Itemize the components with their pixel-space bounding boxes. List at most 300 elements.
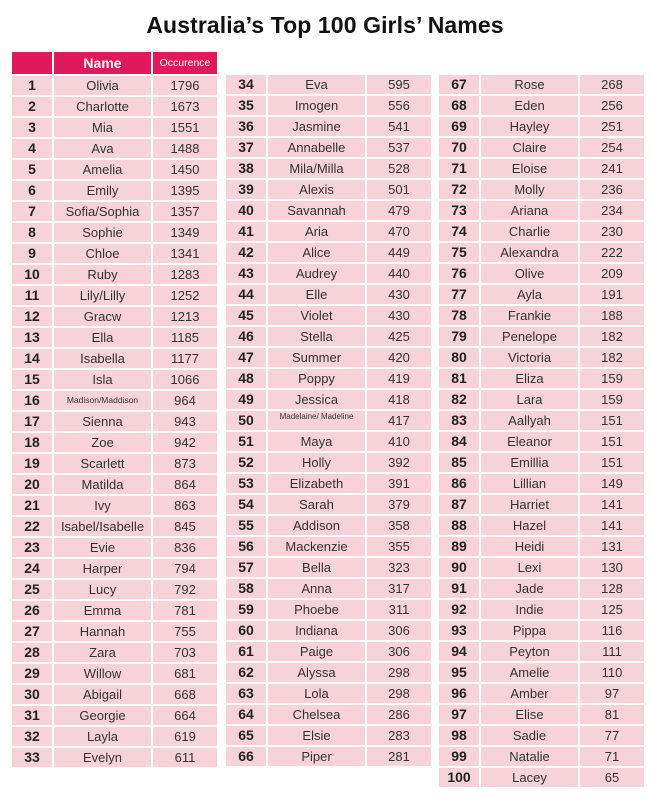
- name-cell: Harriet: [481, 495, 578, 514]
- name-cell: Savannah: [268, 201, 365, 220]
- occurrence-cell: 81: [580, 705, 644, 724]
- occurrence-cell: 130: [580, 558, 644, 577]
- name-cell: Emillia: [481, 453, 578, 472]
- occurrence-cell: 236: [580, 180, 644, 199]
- occurrence-cell: 1283: [153, 265, 217, 284]
- rank-cell: 47: [226, 348, 266, 367]
- name-cell: Willow: [54, 664, 151, 683]
- occurrence-cell: 864: [153, 475, 217, 494]
- name-cell: Imogen: [268, 96, 365, 115]
- occurrence-cell: 1349: [153, 223, 217, 242]
- rank-cell: 29: [12, 664, 52, 683]
- name-cell: Emma: [54, 601, 151, 620]
- occurrence-cell: 1252: [153, 286, 217, 305]
- occurrence-cell: 77: [580, 726, 644, 745]
- name-cell: Lara: [481, 390, 578, 409]
- rank-cell: 64: [226, 705, 266, 724]
- rank-cell: 15: [12, 370, 52, 389]
- occurrence-cell: 1673: [153, 97, 217, 116]
- name-cell: Chloe: [54, 244, 151, 263]
- name-cell: Elise: [481, 705, 578, 724]
- occurrence-cell: 1395: [153, 181, 217, 200]
- rank-cell: 79: [439, 327, 479, 346]
- name-cell: Audrey: [268, 264, 365, 283]
- rank-cell: 85: [439, 453, 479, 472]
- name-cell: Emily: [54, 181, 151, 200]
- name-cell: Charlie: [481, 222, 578, 241]
- rank-cell: 28: [12, 643, 52, 662]
- rank-cell: 88: [439, 516, 479, 535]
- rank-cell: 9: [12, 244, 52, 263]
- occurrence-cell: 254: [580, 138, 644, 157]
- name-cell: Hazel: [481, 516, 578, 535]
- rank-cell: 66: [226, 747, 266, 766]
- name-cell: Natalie: [481, 747, 578, 766]
- rank-cell: 11: [12, 286, 52, 305]
- occurrence-cell: 182: [580, 327, 644, 346]
- rank-cell: 2: [12, 97, 52, 116]
- rank-cell: 74: [439, 222, 479, 241]
- name-cell: Isabella: [54, 349, 151, 368]
- rank-cell: 78: [439, 306, 479, 325]
- occurrence-cell: 256: [580, 96, 644, 115]
- name-cell: Amelia: [54, 160, 151, 179]
- occurrence-cell: 392: [367, 453, 431, 472]
- rank-cell: 54: [226, 495, 266, 514]
- occurrence-cell: 209: [580, 264, 644, 283]
- name-cell: Alexis: [268, 180, 365, 199]
- rank-cell: 80: [439, 348, 479, 367]
- rank-cell: 26: [12, 601, 52, 620]
- occurrence-cell: 151: [580, 453, 644, 472]
- rank-cell: 24: [12, 559, 52, 578]
- occurrence-cell: 430: [367, 285, 431, 304]
- rank-cell: 76: [439, 264, 479, 283]
- rank-cell: 97: [439, 705, 479, 724]
- occurrence-cell: 230: [580, 222, 644, 241]
- occurrence-cell: 125: [580, 600, 644, 619]
- rank-cell: 87: [439, 495, 479, 514]
- name-cell: Chelsea: [268, 705, 365, 724]
- name-cell: Georgie: [54, 706, 151, 725]
- occurrence-cell: 430: [367, 306, 431, 325]
- rank-cell: 75: [439, 243, 479, 262]
- occurrence-cell: 268: [580, 75, 644, 94]
- name-cell: Ariana: [481, 201, 578, 220]
- rank-cell: 17: [12, 412, 52, 431]
- rank-cell: 70: [439, 138, 479, 157]
- occurrence-cell: 286: [367, 705, 431, 724]
- occurrence-cell: 1213: [153, 307, 217, 326]
- name-cell: Isabel/Isabelle: [54, 517, 151, 536]
- name-cell: Violet: [268, 306, 365, 325]
- rank-cell: 73: [439, 201, 479, 220]
- rank-cell: 99: [439, 747, 479, 766]
- name-cell: Mackenzie: [268, 537, 365, 556]
- name-cell: Anna: [268, 579, 365, 598]
- rank-cell: 62: [226, 663, 266, 682]
- name-cell: Piper: [268, 747, 365, 766]
- name-cell: Elsie: [268, 726, 365, 745]
- name-cell: Peyton: [481, 642, 578, 661]
- name-cell: Lily/Lilly: [54, 286, 151, 305]
- name-cell: Amelie: [481, 663, 578, 682]
- occurrence-cell: 251: [580, 117, 644, 136]
- rank-cell: 36: [226, 117, 266, 136]
- occurrence-cell: 418: [367, 390, 431, 409]
- name-cell: Olivia: [54, 76, 151, 95]
- rank-cell: 19: [12, 454, 52, 473]
- header-rank-cell: [12, 52, 52, 74]
- rank-cell: 33: [12, 748, 52, 767]
- occurrence-cell: 668: [153, 685, 217, 704]
- header-name-cell: Name: [54, 52, 151, 74]
- name-cell: Sadie: [481, 726, 578, 745]
- occurrence-cell: 863: [153, 496, 217, 515]
- rank-cell: 96: [439, 684, 479, 703]
- name-cell: Elizabeth: [268, 474, 365, 493]
- name-cell: Holly: [268, 453, 365, 472]
- name-cell: Eden: [481, 96, 578, 115]
- name-cell: Poppy: [268, 369, 365, 388]
- occurrence-cell: 317: [367, 579, 431, 598]
- occurrence-cell: 537: [367, 138, 431, 157]
- occurrence-cell: 188: [580, 306, 644, 325]
- occurrence-cell: 611: [153, 748, 217, 767]
- name-cell: Sofia/Sophia: [54, 202, 151, 221]
- name-cell: Matilda: [54, 475, 151, 494]
- name-cell: Rose: [481, 75, 578, 94]
- rank-cell: 52: [226, 453, 266, 472]
- occurrence-cell: 943: [153, 412, 217, 431]
- name-cell: Bella: [268, 558, 365, 577]
- name-cell: Alice: [268, 243, 365, 262]
- name-cell: Madison/Maddison: [54, 391, 151, 410]
- rank-cell: 3: [12, 118, 52, 137]
- occurrence-cell: 1796: [153, 76, 217, 95]
- rank-cell: 58: [226, 579, 266, 598]
- rank-cell: 100: [439, 768, 479, 787]
- name-cell: Mila/Milla: [268, 159, 365, 178]
- name-cell: Evelyn: [54, 748, 151, 767]
- name-cell: Zara: [54, 643, 151, 662]
- occurrence-cell: 97: [580, 684, 644, 703]
- rank-cell: 43: [226, 264, 266, 283]
- name-cell: Evie: [54, 538, 151, 557]
- name-cell: Isla: [54, 370, 151, 389]
- rank-cell: 81: [439, 369, 479, 388]
- rank-cell: 69: [439, 117, 479, 136]
- header-occurrence-cell: Occurence: [153, 52, 217, 74]
- name-cell: Scarlett: [54, 454, 151, 473]
- occurrence-cell: 128: [580, 579, 644, 598]
- occurrence-cell: 241: [580, 159, 644, 178]
- rank-cell: 89: [439, 537, 479, 556]
- occurrence-cell: 1341: [153, 244, 217, 263]
- rank-cell: 5: [12, 160, 52, 179]
- occurrence-cell: 159: [580, 390, 644, 409]
- rank-cell: 44: [226, 285, 266, 304]
- rank-cell: 21: [12, 496, 52, 515]
- name-cell: Hannah: [54, 622, 151, 641]
- occurrence-cell: 141: [580, 495, 644, 514]
- rank-cell: 60: [226, 621, 266, 640]
- rank-cell: 48: [226, 369, 266, 388]
- rank-cell: 56: [226, 537, 266, 556]
- occurrence-cell: 306: [367, 621, 431, 640]
- rank-cell: 82: [439, 390, 479, 409]
- name-cell: Lacey: [481, 768, 578, 787]
- name-cell: Sienna: [54, 412, 151, 431]
- name-cell: Layla: [54, 727, 151, 746]
- names-column-3: [439, 75, 644, 789]
- occurrence-cell: 151: [580, 432, 644, 451]
- name-cell: Lexi: [481, 558, 578, 577]
- name-cell: Aria: [268, 222, 365, 241]
- rank-cell: 72: [439, 180, 479, 199]
- occurrence-cell: 141: [580, 516, 644, 535]
- occurrence-cell: 1177: [153, 349, 217, 368]
- name-cell: Ruby: [54, 265, 151, 284]
- occurrence-cell: 149: [580, 474, 644, 493]
- rank-cell: 91: [439, 579, 479, 598]
- occurrence-cell: 781: [153, 601, 217, 620]
- occurrence-cell: 845: [153, 517, 217, 536]
- rank-cell: 40: [226, 201, 266, 220]
- rank-cell: 90: [439, 558, 479, 577]
- occurrence-cell: 1185: [153, 328, 217, 347]
- occurrence-cell: 541: [367, 117, 431, 136]
- rank-cell: 68: [439, 96, 479, 115]
- occurrence-cell: 420: [367, 348, 431, 367]
- rank-cell: 63: [226, 684, 266, 703]
- name-cell: Phoebe: [268, 600, 365, 619]
- occurrence-cell: 595: [367, 75, 431, 94]
- occurrence-cell: 470: [367, 222, 431, 241]
- name-cell: Stella: [268, 327, 365, 346]
- rank-cell: 41: [226, 222, 266, 241]
- occurrence-cell: 419: [367, 369, 431, 388]
- occurrence-cell: 964: [153, 391, 217, 410]
- name-cell: Ava: [54, 139, 151, 158]
- rank-cell: 61: [226, 642, 266, 661]
- name-cell: Elle: [268, 285, 365, 304]
- occurrence-cell: 942: [153, 433, 217, 452]
- occurrence-cell: 417: [367, 411, 431, 430]
- names-column-1: [12, 52, 217, 769]
- occurrence-cell: 71: [580, 747, 644, 766]
- name-cell: Jade: [481, 579, 578, 598]
- name-cell: Indie: [481, 600, 578, 619]
- name-cell: Pippa: [481, 621, 578, 640]
- occurrence-cell: 792: [153, 580, 217, 599]
- occurrence-cell: 1357: [153, 202, 217, 221]
- name-cell: Maya: [268, 432, 365, 451]
- occurrence-cell: 110: [580, 663, 644, 682]
- occurrence-cell: 379: [367, 495, 431, 514]
- name-cell: Ella: [54, 328, 151, 347]
- name-cell: Lola: [268, 684, 365, 703]
- occurrence-cell: 281: [367, 747, 431, 766]
- occurrence-cell: 703: [153, 643, 217, 662]
- occurrence-cell: 182: [580, 348, 644, 367]
- occurrence-cell: 234: [580, 201, 644, 220]
- occurrence-cell: 298: [367, 684, 431, 703]
- rank-cell: 38: [226, 159, 266, 178]
- rank-cell: 86: [439, 474, 479, 493]
- occurrence-cell: 449: [367, 243, 431, 262]
- occurrence-cell: 619: [153, 727, 217, 746]
- occurrence-cell: 131: [580, 537, 644, 556]
- rank-cell: 23: [12, 538, 52, 557]
- rank-cell: 27: [12, 622, 52, 641]
- occurrence-cell: 479: [367, 201, 431, 220]
- rank-cell: 93: [439, 621, 479, 640]
- name-cell: Penelope: [481, 327, 578, 346]
- occurrence-cell: 358: [367, 516, 431, 535]
- occurrence-cell: 306: [367, 642, 431, 661]
- occurrence-cell: 116: [580, 621, 644, 640]
- name-cell: Alyssa: [268, 663, 365, 682]
- name-cell: Harper: [54, 559, 151, 578]
- rank-cell: 59: [226, 600, 266, 619]
- rank-cell: 98: [439, 726, 479, 745]
- name-cell: Aallyah: [481, 411, 578, 430]
- rank-cell: 32: [12, 727, 52, 746]
- occurrence-cell: 311: [367, 600, 431, 619]
- occurrence-cell: 1488: [153, 139, 217, 158]
- rank-cell: 46: [226, 327, 266, 346]
- page-title: Australia’s Top 100 Girls’ Names: [146, 12, 504, 38]
- rank-cell: 77: [439, 285, 479, 304]
- occurrence-cell: 355: [367, 537, 431, 556]
- rank-cell: 8: [12, 223, 52, 242]
- occurrence-cell: 391: [367, 474, 431, 493]
- occurrence-cell: 323: [367, 558, 431, 577]
- occurrence-cell: 1551: [153, 118, 217, 137]
- rank-cell: 12: [12, 307, 52, 326]
- name-cell: Lucy: [54, 580, 151, 599]
- rank-cell: 30: [12, 685, 52, 704]
- name-cell: Jasmine: [268, 117, 365, 136]
- occurrence-cell: 65: [580, 768, 644, 787]
- rank-cell: 14: [12, 349, 52, 368]
- rank-cell: 10: [12, 265, 52, 284]
- name-cell: Eloise: [481, 159, 578, 178]
- rank-cell: 18: [12, 433, 52, 452]
- name-cell: Sarah: [268, 495, 365, 514]
- name-cell: Madelaine/ Madeline: [268, 411, 365, 430]
- name-cell: Amber: [481, 684, 578, 703]
- occurrence-cell: 111: [580, 642, 644, 661]
- name-cell: Paige: [268, 642, 365, 661]
- occurrence-cell: 836: [153, 538, 217, 557]
- rank-cell: 20: [12, 475, 52, 494]
- name-cell: Zoe: [54, 433, 151, 452]
- rank-cell: 13: [12, 328, 52, 347]
- rank-cell: 34: [226, 75, 266, 94]
- rank-cell: 95: [439, 663, 479, 682]
- occurrence-cell: 222: [580, 243, 644, 262]
- occurrence-cell: 425: [367, 327, 431, 346]
- rank-cell: 55: [226, 516, 266, 535]
- name-cell: Indiana: [268, 621, 365, 640]
- rank-cell: 45: [226, 306, 266, 325]
- rank-cell: 31: [12, 706, 52, 725]
- name-cell: Ivy: [54, 496, 151, 515]
- name-cell: Victoria: [481, 348, 578, 367]
- rank-cell: 67: [439, 75, 479, 94]
- rank-cell: 6: [12, 181, 52, 200]
- rank-cell: 50: [226, 411, 266, 430]
- rank-cell: 25: [12, 580, 52, 599]
- occurrence-cell: 1450: [153, 160, 217, 179]
- name-cell: Lillian: [481, 474, 578, 493]
- rank-cell: 53: [226, 474, 266, 493]
- occurrence-cell: 664: [153, 706, 217, 725]
- name-cell: Claire: [481, 138, 578, 157]
- occurrence-cell: 151: [580, 411, 644, 430]
- rank-cell: 92: [439, 600, 479, 619]
- rank-cell: 35: [226, 96, 266, 115]
- occurrence-cell: 873: [153, 454, 217, 473]
- rank-cell: 16: [12, 391, 52, 410]
- name-cell: Eleanor: [481, 432, 578, 451]
- name-cell: Abigail: [54, 685, 151, 704]
- name-cell: Alexandra: [481, 243, 578, 262]
- name-cell: Molly: [481, 180, 578, 199]
- rank-cell: 51: [226, 432, 266, 451]
- name-cell: Eva: [268, 75, 365, 94]
- name-cell: Summer: [268, 348, 365, 367]
- name-cell: Olive: [481, 264, 578, 283]
- occurrence-cell: 283: [367, 726, 431, 745]
- rank-cell: 71: [439, 159, 479, 178]
- occurrence-cell: 681: [153, 664, 217, 683]
- name-cell: Frankie: [481, 306, 578, 325]
- occurrence-cell: 501: [367, 180, 431, 199]
- name-cell: Jessica: [268, 390, 365, 409]
- occurrence-cell: 298: [367, 663, 431, 682]
- rank-cell: 84: [439, 432, 479, 451]
- rank-cell: 7: [12, 202, 52, 221]
- occurrence-cell: 755: [153, 622, 217, 641]
- occurrence-cell: 410: [367, 432, 431, 451]
- occurrence-cell: 440: [367, 264, 431, 283]
- occurrence-cell: 528: [367, 159, 431, 178]
- rank-cell: 1: [12, 76, 52, 95]
- rank-cell: 39: [226, 180, 266, 199]
- rank-cell: 94: [439, 642, 479, 661]
- rank-cell: 42: [226, 243, 266, 262]
- rank-cell: 65: [226, 726, 266, 745]
- name-cell: Charlotte: [54, 97, 151, 116]
- rank-cell: 49: [226, 390, 266, 409]
- occurrence-cell: 556: [367, 96, 431, 115]
- name-cell: Sophie: [54, 223, 151, 242]
- occurrence-cell: 159: [580, 369, 644, 388]
- name-cell: Heidi: [481, 537, 578, 556]
- occurrence-cell: 1066: [153, 370, 217, 389]
- rank-cell: 37: [226, 138, 266, 157]
- name-cell: Addison: [268, 516, 365, 535]
- rank-cell: 22: [12, 517, 52, 536]
- rank-cell: 57: [226, 558, 266, 577]
- names-column-2: [226, 75, 431, 768]
- name-cell: Gracw: [54, 307, 151, 326]
- occurrence-cell: 191: [580, 285, 644, 304]
- name-cell: Ayla: [481, 285, 578, 304]
